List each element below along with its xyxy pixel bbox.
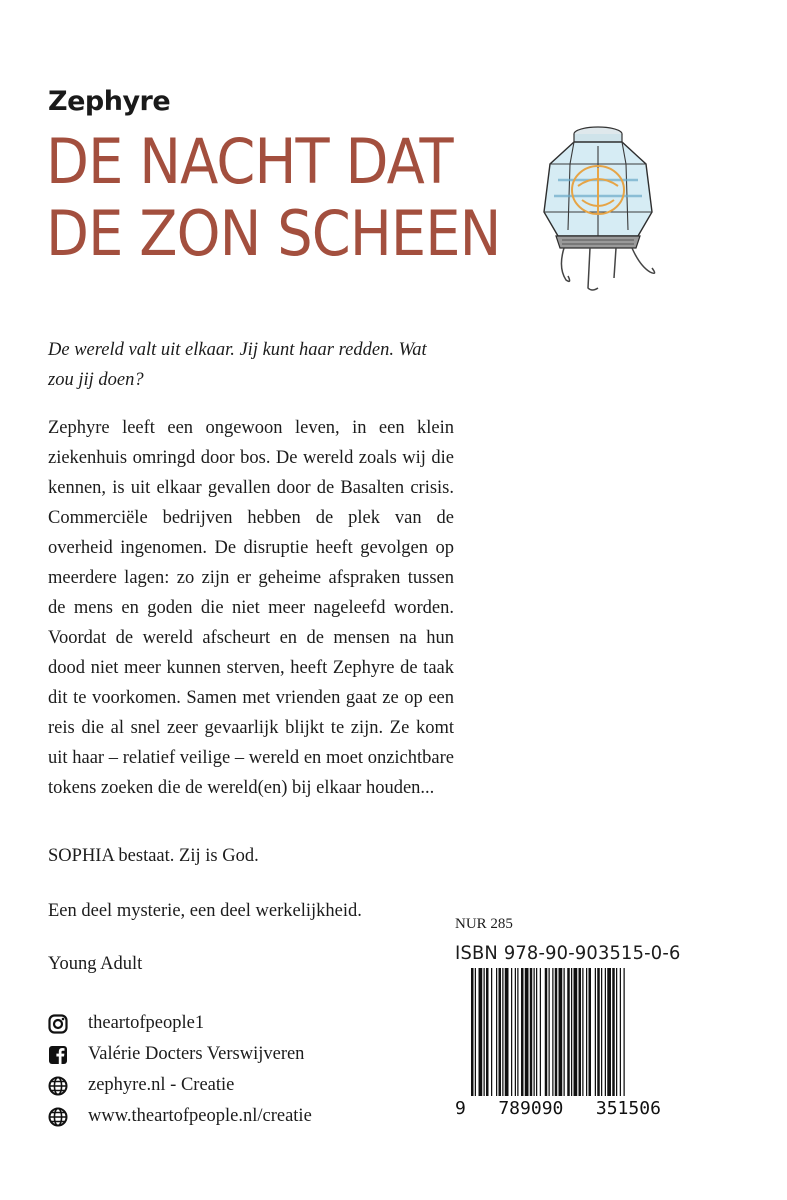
- barcode-bar: [601, 968, 602, 1096]
- contact-facebook: [48, 1039, 312, 1070]
- barcode-bar: [525, 968, 529, 1096]
- title-line-2: DE ZON SCHEEN: [46, 197, 501, 270]
- blurb-paragraph: Zephyre leeft een ongewoon leven, in een klein ziekenhuis omringd door bos. De wereld zoals wij die kennen, is uit elkaar gevallen door de Basalten crisis. Commerciële bedrijven hebben de plek van de overheid ingenomen. De disruptie heeft gevolgen op meerdere lagen: zo zijn er geheime afspraken tussen de mens en goden die niet meer nageleefd worden. Voordat de wereld afscheurt en de mensen na hun dood niet meer kunnen sterven, heeft Zephyre de taak dit te voorkomen. Samen met vrienden gaat ze op een reis die al snel zeer gevaarlijk blijkt te zijn. Ze komt uit haar – relatief veilige – wereld en moet onzichtbare tokens zoeken die de wereld(en) bij elkaar houden...: [48, 418, 454, 798]
- barcode-bar: [595, 968, 596, 1096]
- globe-icon: [48, 1076, 68, 1096]
- barcode-bar: [607, 968, 611, 1096]
- barcode-bar: [491, 968, 492, 1096]
- barcode-bar: [496, 968, 497, 1096]
- barcode-bar: [517, 968, 518, 1096]
- barcode-bar: [534, 968, 535, 1096]
- barcode-bar: [515, 968, 516, 1096]
- isbn-text: ISBN 978-90-903515-0-6: [455, 942, 681, 964]
- isbn-barcode: [455, 968, 671, 1118]
- mystery-line: Een deel mysterie, een deel werkelijkheid.: [48, 901, 362, 921]
- barcode-bar: [620, 968, 621, 1096]
- barcode-bar: [559, 968, 563, 1096]
- facebook-name[interactable]: Valérie Docters Verswijveren: [88, 1044, 305, 1064]
- barcode-bar: [540, 968, 541, 1096]
- barcode-bar: [499, 968, 502, 1096]
- contact-website-2: [48, 1101, 312, 1132]
- instagram-handle[interactable]: theartofpeople1: [88, 1013, 205, 1033]
- barcode-bar: [530, 968, 533, 1096]
- barcode-bar: [574, 968, 578, 1096]
- barcode-bar: [624, 968, 625, 1108]
- barcode-bar: [471, 968, 474, 1108]
- barcode-bar: [612, 968, 615, 1096]
- author-name: Zephyre: [48, 86, 171, 117]
- website-link-zephyre[interactable]: zephyre.nl - Creatie: [88, 1075, 235, 1095]
- tagline: De wereld valt uit elkaar. Jij kunt haar redden. Wat zou jij doen?: [48, 340, 427, 390]
- lantern-illustration: [528, 120, 668, 300]
- title-line-1: DE NACHT DAT: [46, 125, 453, 198]
- nur-code: NUR 285: [455, 916, 513, 932]
- barcode-bar: [579, 968, 582, 1096]
- sophia-line: SOPHIA bestaat. Zij is God.: [48, 846, 259, 866]
- barcode-bar: [479, 968, 483, 1096]
- barcode-digits: 9 789090 351506: [455, 1098, 661, 1118]
- barcode-bar: [511, 968, 512, 1096]
- barcode-bar: [555, 968, 558, 1096]
- barcode-bar: [545, 968, 548, 1096]
- barcode-bar: [536, 968, 537, 1096]
- website-link-theartofpeople[interactable]: www.theartofpeople.nl/creatie: [88, 1106, 312, 1126]
- facebook-icon: [48, 1045, 68, 1065]
- globe-icon: [48, 1107, 68, 1127]
- contact-website-1: [48, 1070, 312, 1101]
- barcode-bar: [486, 968, 489, 1096]
- barcode-bar: [505, 968, 509, 1096]
- barcode-bar: [616, 968, 617, 1096]
- barcode-bar: [475, 968, 476, 1108]
- barcode-bars: [471, 968, 625, 1108]
- genre-label: Young Adult: [48, 954, 143, 974]
- barcode-bar: [484, 968, 485, 1096]
- barcode-bar: [589, 968, 592, 1096]
- barcode-bar: [586, 968, 587, 1096]
- barcode-bar: [502, 968, 503, 1096]
- barcode-bar: [521, 968, 524, 1096]
- contact-instagram: [48, 1008, 312, 1039]
- barcode-bar: [549, 968, 550, 1108]
- barcode-bar: [567, 968, 570, 1096]
- barcode-bar: [552, 968, 553, 1108]
- barcode-bar: [571, 968, 572, 1096]
- book-title: [46, 126, 500, 270]
- barcode-bar: [564, 968, 565, 1096]
- barcode-bar: [605, 968, 606, 1096]
- barcode-bar: [582, 968, 583, 1096]
- instagram-icon: [48, 1014, 68, 1034]
- contact-list: [48, 1008, 312, 1132]
- barcode-bar: [597, 968, 600, 1096]
